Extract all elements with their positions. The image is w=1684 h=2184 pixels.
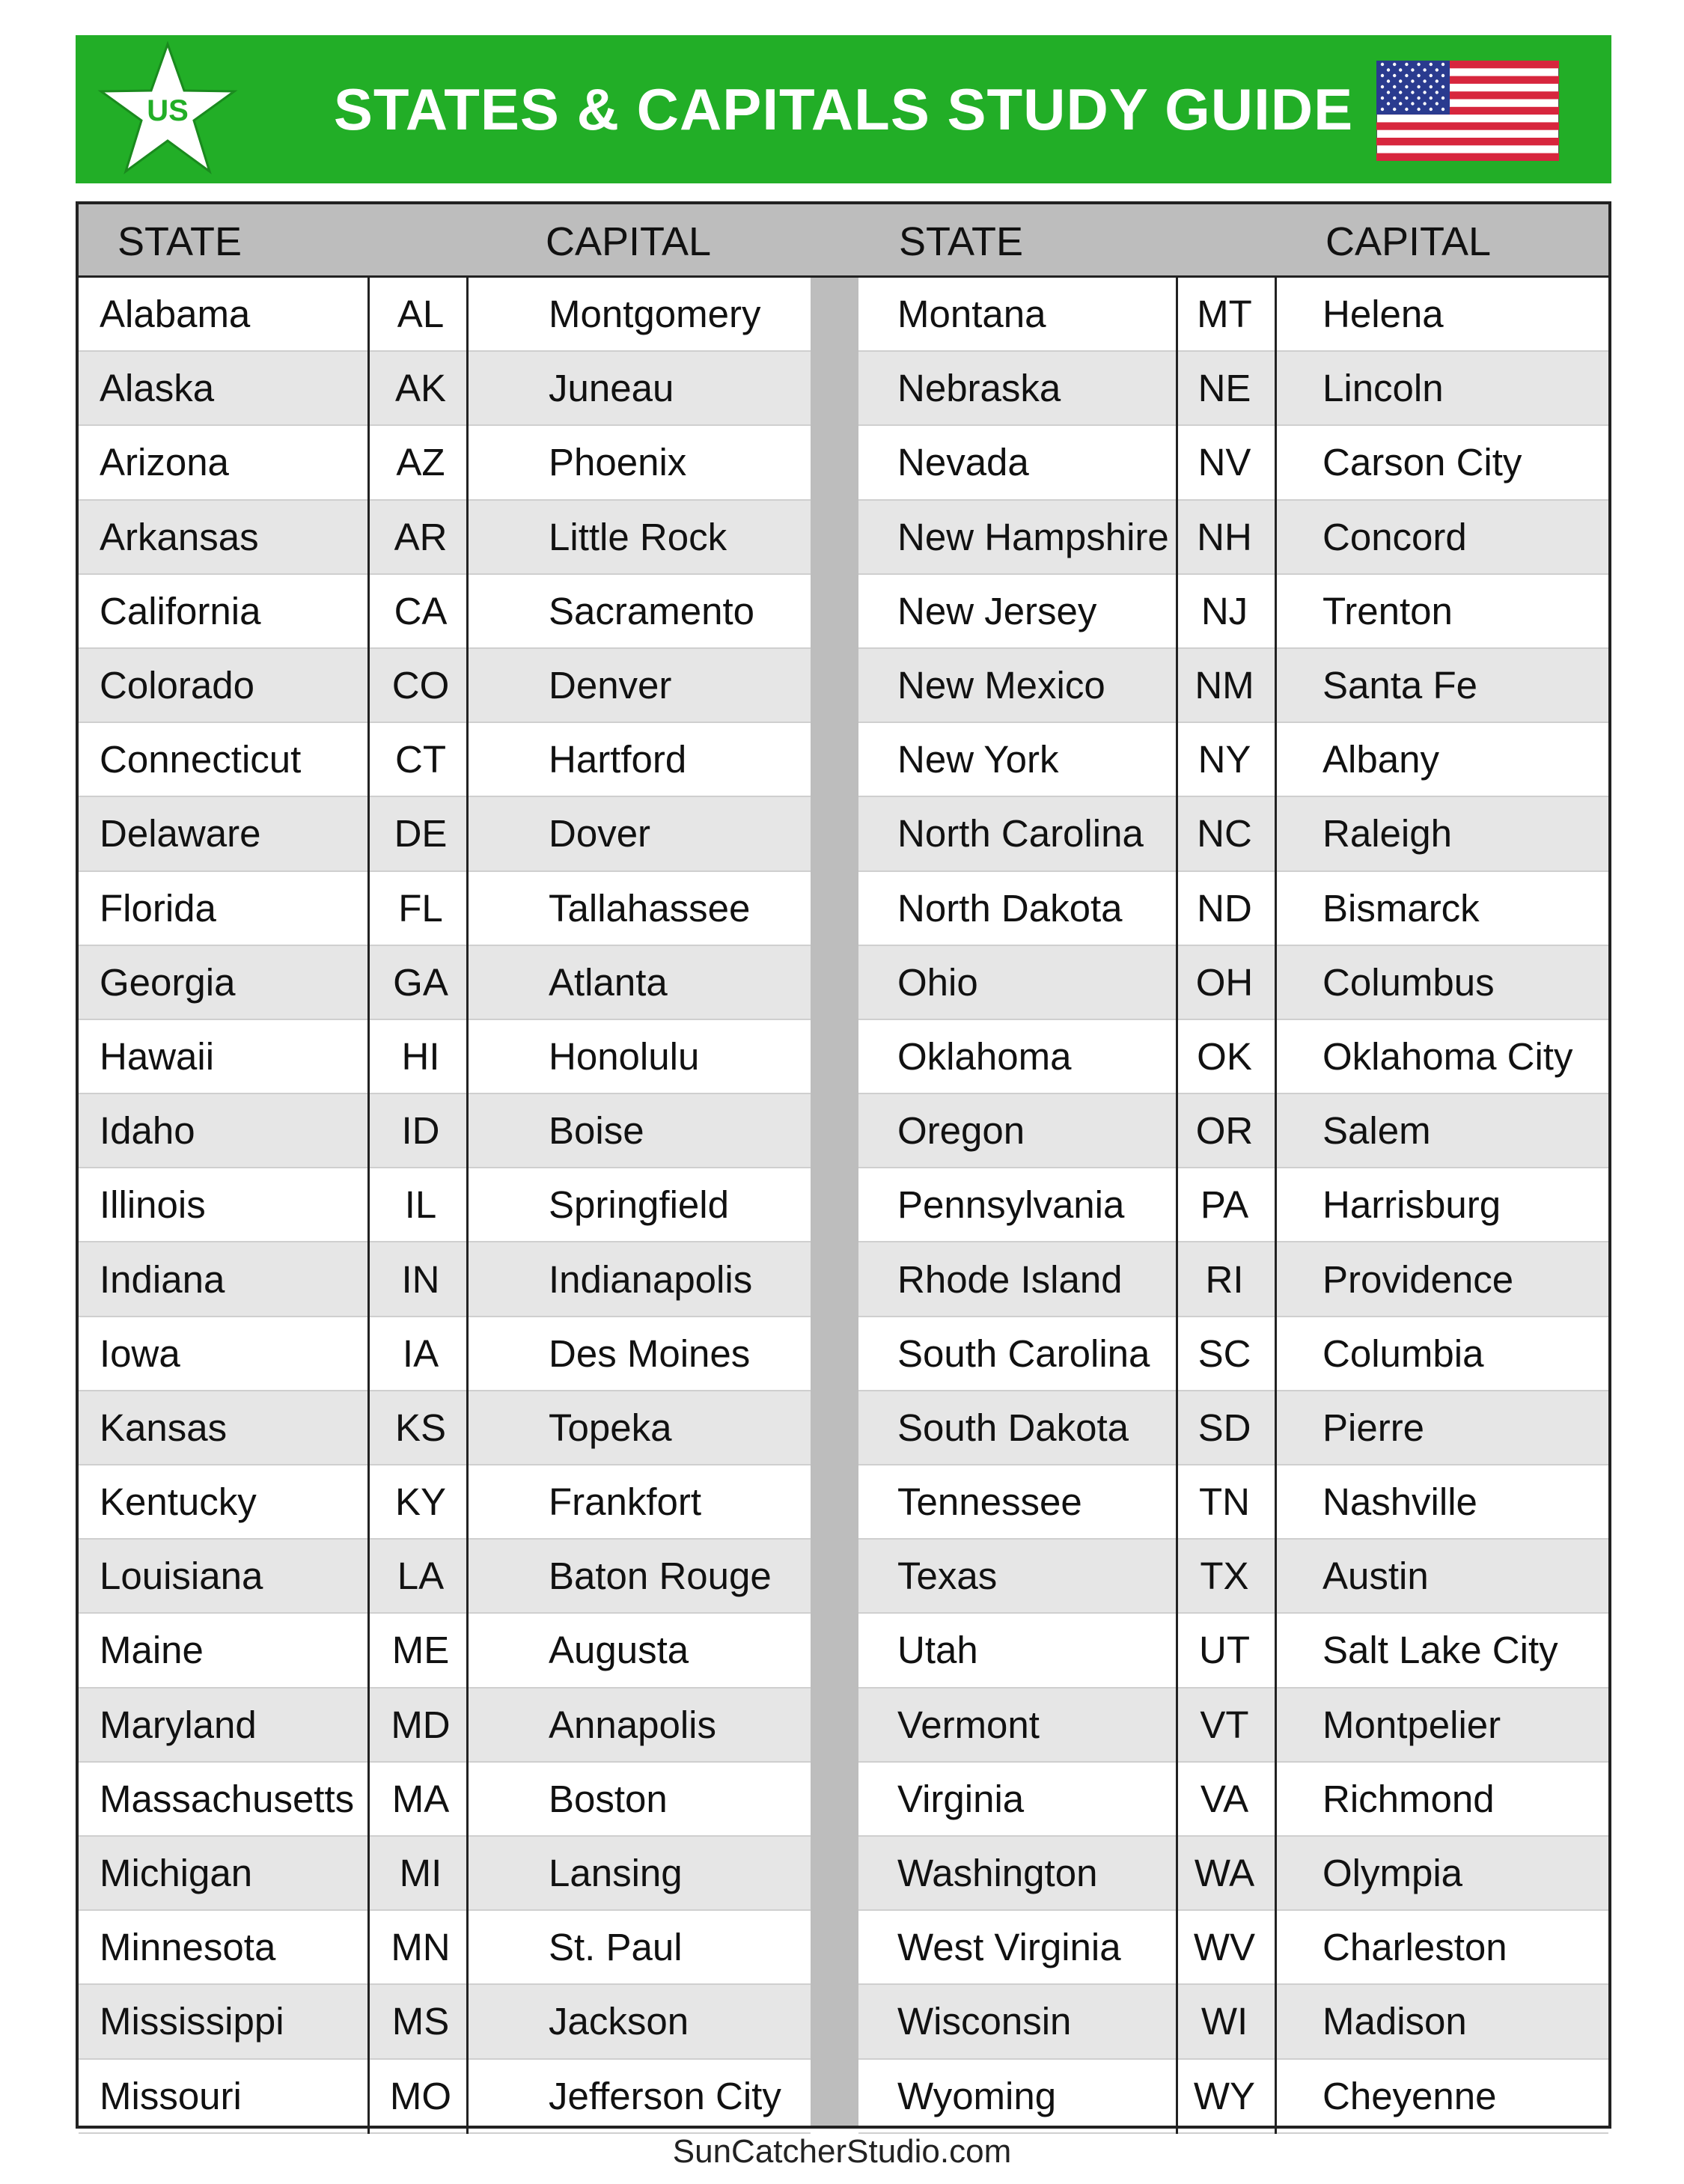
flag-star xyxy=(1442,74,1444,77)
state-cell: West Virginia xyxy=(897,1926,1121,1969)
flag-star xyxy=(1381,74,1384,77)
abbr-cell: AR xyxy=(394,515,448,558)
capital-cell: Jackson xyxy=(549,2000,689,2043)
capital-cell: Columbus xyxy=(1323,960,1495,1004)
capital-cell: Tallahassee xyxy=(549,886,751,930)
abbr-cell: WI xyxy=(1201,2000,1248,2043)
state-cell: Oklahoma xyxy=(897,1034,1072,1078)
state-cell: Ohio xyxy=(897,960,978,1004)
state-cell: Alaska xyxy=(100,367,215,410)
table-row xyxy=(858,797,1608,871)
abbr-cell: MI xyxy=(399,1852,442,1895)
table-row xyxy=(858,1242,1608,1317)
state-cell: North Carolina xyxy=(897,812,1144,855)
flag-star xyxy=(1399,91,1402,94)
abbr-cell: KS xyxy=(394,1406,447,1449)
abbr-cell: IA xyxy=(402,1332,439,1375)
flag-star xyxy=(1423,68,1426,71)
capital-cell: Trenton xyxy=(1323,589,1453,632)
capital-cell: Montpelier xyxy=(1323,1703,1501,1746)
flag-star xyxy=(1423,91,1426,94)
capital-cell: Hartford xyxy=(549,738,687,781)
abbr-cell: RI xyxy=(1205,1257,1244,1301)
table-row xyxy=(79,575,811,649)
column-rule xyxy=(1176,278,1178,2134)
capital-cell: Bismarck xyxy=(1323,886,1480,930)
table-row xyxy=(79,352,811,426)
capital-cell: Madison xyxy=(1323,2000,1467,2043)
capital-cell: Lansing xyxy=(549,1852,683,1895)
capital-cell: Lincoln xyxy=(1323,367,1444,410)
abbr-cell: WY xyxy=(1193,2074,1256,2117)
abbr-cell: MS xyxy=(391,2000,450,2043)
column-rule xyxy=(367,278,370,2134)
table-row xyxy=(858,1391,1608,1465)
state-cell: South Carolina xyxy=(897,1332,1150,1375)
table-row xyxy=(858,501,1608,575)
abbr-cell: KY xyxy=(394,1480,447,1524)
capital-cell: Providence xyxy=(1323,1257,1514,1301)
state-cell: South Dakota xyxy=(897,1406,1129,1449)
state-cell: Georgia xyxy=(100,960,236,1004)
table-row xyxy=(79,1837,811,1911)
abbr-cell: VA xyxy=(1200,1777,1249,1820)
us-flag-icon xyxy=(1376,61,1559,161)
table-row xyxy=(858,649,1608,723)
capital-cell: Raleigh xyxy=(1323,812,1452,855)
flag-star xyxy=(1436,68,1439,71)
table-row xyxy=(858,1168,1608,1242)
state-cell: Missouri xyxy=(100,2074,242,2117)
capital-cell: Austin xyxy=(1323,1555,1429,1598)
state-cell: Washington xyxy=(897,1852,1098,1895)
flag-star xyxy=(1417,63,1420,66)
table-row xyxy=(79,1763,811,1837)
capital-cell: Annapolis xyxy=(549,1703,716,1746)
abbr-cell: DE xyxy=(394,812,448,855)
flag-star xyxy=(1399,102,1402,105)
capital-cell: Topeka xyxy=(549,1406,672,1449)
state-cell: Illinois xyxy=(100,1183,206,1227)
flag-star xyxy=(1442,108,1444,111)
flag-star xyxy=(1405,74,1408,77)
table-row xyxy=(79,1242,811,1317)
capital-cell: Jefferson City xyxy=(549,2074,781,2117)
abbr-cell: IL xyxy=(404,1183,437,1227)
table-row xyxy=(79,1985,811,2059)
flag-star xyxy=(1417,85,1420,88)
table-row xyxy=(858,352,1608,426)
abbr-cell: MA xyxy=(391,1777,450,1820)
capital-cell: Des Moines xyxy=(549,1332,751,1375)
flag-star xyxy=(1387,91,1390,94)
state-cell: Minnesota xyxy=(100,1926,276,1969)
state-cell: Alabama xyxy=(100,293,251,336)
state-cell: Vermont xyxy=(897,1703,1040,1746)
flag-star xyxy=(1411,68,1414,71)
state-cell: Colorado xyxy=(100,664,254,707)
capital-cell: Baton Rouge xyxy=(549,1555,772,1598)
badge-text: US xyxy=(147,94,189,127)
state-cell: New York xyxy=(897,738,1059,781)
header-capital-right: CAPITAL xyxy=(1325,219,1492,264)
flag-star xyxy=(1411,91,1414,94)
capital-cell: Charleston xyxy=(1323,1926,1507,1969)
table-row xyxy=(858,946,1608,1020)
flag-star xyxy=(1393,74,1396,77)
flag-star xyxy=(1430,74,1433,77)
table-row xyxy=(79,1317,811,1391)
table-row xyxy=(858,872,1608,946)
abbr-cell: TN xyxy=(1199,1480,1250,1524)
header-capital-left: CAPITAL xyxy=(546,219,712,264)
flag-star xyxy=(1405,85,1408,88)
state-cell: California xyxy=(100,589,261,632)
capital-cell: Santa Fe xyxy=(1323,664,1477,707)
states-table xyxy=(76,201,1611,2129)
state-cell: Arizona xyxy=(100,441,229,484)
capital-cell: Nashville xyxy=(1323,1480,1477,1524)
table-row xyxy=(79,1094,811,1168)
state-cell: Arkansas xyxy=(100,515,259,558)
abbr-cell: CT xyxy=(395,738,446,781)
abbr-cell: TX xyxy=(1200,1555,1249,1598)
table-row xyxy=(79,872,811,946)
state-cell: Virginia xyxy=(897,1777,1025,1820)
flag-star xyxy=(1399,68,1402,71)
capital-cell: Phoenix xyxy=(549,441,687,484)
capital-cell: Boston xyxy=(549,1777,668,1820)
flag-star xyxy=(1442,63,1444,66)
abbr-cell: CA xyxy=(394,589,448,632)
flag-star xyxy=(1387,79,1390,82)
capital-cell: Cheyenne xyxy=(1323,2074,1497,2117)
header-state-right: STATE xyxy=(899,219,1024,264)
abbr-cell: MO xyxy=(389,2074,452,2117)
flag-star xyxy=(1442,97,1444,100)
abbr-cell: NY xyxy=(1198,738,1251,781)
abbr-cell: MT xyxy=(1197,293,1252,336)
flag-star xyxy=(1417,97,1420,100)
right-column-group xyxy=(858,278,1608,2134)
header-state-left: STATE xyxy=(118,219,242,264)
abbr-cell: WV xyxy=(1193,1926,1256,1969)
abbr-cell: MD xyxy=(391,1703,451,1746)
state-cell: Indiana xyxy=(100,1257,225,1301)
capital-cell: Richmond xyxy=(1323,1777,1495,1820)
table-row xyxy=(858,1540,1608,1614)
state-cell: Connecticut xyxy=(100,738,302,781)
capital-cell: Augusta xyxy=(549,1629,689,1672)
flag-star xyxy=(1411,102,1414,105)
abbr-cell: NH xyxy=(1197,515,1252,558)
capital-cell: Albany xyxy=(1323,738,1439,781)
abbr-cell: AK xyxy=(394,367,447,410)
abbr-cell: AL xyxy=(397,293,445,336)
flag-star xyxy=(1381,85,1384,88)
table-row xyxy=(79,946,811,1020)
state-cell: North Dakota xyxy=(897,886,1123,930)
capital-cell: Indianapolis xyxy=(549,1257,753,1301)
state-cell: New Mexico xyxy=(897,664,1105,707)
state-cell: Wyoming xyxy=(897,2074,1057,2117)
table-row xyxy=(79,1614,811,1688)
state-cell: Louisiana xyxy=(100,1555,263,1598)
table-row xyxy=(79,2060,811,2134)
flag-star xyxy=(1405,97,1408,100)
left-column-group xyxy=(79,278,811,2134)
abbr-cell: NV xyxy=(1198,441,1251,484)
capital-cell: St. Paul xyxy=(549,1926,683,1969)
abbr-cell: SD xyxy=(1198,1406,1251,1449)
flag-star xyxy=(1381,97,1384,100)
table-row xyxy=(79,1020,811,1094)
table-row xyxy=(79,501,811,575)
state-cell: Pennsylvania xyxy=(897,1183,1125,1227)
state-cell: Kansas xyxy=(100,1406,228,1449)
table-row xyxy=(858,1837,1608,1911)
capital-cell: Concord xyxy=(1323,515,1467,558)
capital-cell: Salem xyxy=(1323,1109,1431,1153)
table-row xyxy=(858,1317,1608,1391)
abbr-cell: GA xyxy=(393,960,448,1004)
state-cell: New Hampshire xyxy=(897,515,1169,558)
table-row xyxy=(79,1540,811,1614)
state-cell: Maine xyxy=(100,1629,204,1672)
flag-star xyxy=(1436,91,1439,94)
flag-star xyxy=(1393,97,1396,100)
capital-cell: Olympia xyxy=(1323,1852,1463,1895)
table-row xyxy=(858,1094,1608,1168)
table-row xyxy=(79,1689,811,1763)
state-cell: Rhode Island xyxy=(897,1257,1123,1301)
flag-star xyxy=(1423,79,1426,82)
flag-star xyxy=(1381,108,1384,111)
flag-star xyxy=(1387,102,1390,105)
abbr-cell: IN xyxy=(401,1257,440,1301)
flag-star xyxy=(1405,63,1408,66)
capital-cell: Honolulu xyxy=(549,1034,700,1078)
abbr-cell: CO xyxy=(391,664,450,707)
capital-cell: Harrisburg xyxy=(1323,1183,1501,1227)
table-row xyxy=(858,1763,1608,1837)
abbr-cell: NM xyxy=(1195,664,1254,707)
page-title: STATES & CAPITALS STUDY GUIDE xyxy=(333,76,1354,142)
flag-star xyxy=(1399,79,1402,82)
table-row xyxy=(79,1465,811,1540)
flag-star xyxy=(1423,102,1426,105)
flag-star xyxy=(1442,85,1444,88)
abbr-cell: LA xyxy=(397,1555,445,1598)
abbr-cell: SC xyxy=(1198,1332,1251,1375)
table-header xyxy=(79,204,1608,278)
capital-cell: Dover xyxy=(549,812,651,855)
table-row xyxy=(79,1168,811,1242)
table-row xyxy=(79,723,811,797)
state-cell: Hawaii xyxy=(100,1034,215,1078)
abbr-cell: FL xyxy=(398,886,443,930)
table-row xyxy=(79,1391,811,1465)
capital-cell: Helena xyxy=(1323,293,1444,336)
table-row xyxy=(79,426,811,500)
state-cell: Nevada xyxy=(897,441,1029,484)
state-cell: Montana xyxy=(897,293,1046,336)
state-cell: Texas xyxy=(897,1555,998,1598)
abbr-cell: NE xyxy=(1198,367,1251,410)
state-cell: Utah xyxy=(897,1629,978,1672)
state-cell: Tennessee xyxy=(897,1480,1082,1524)
flag-star xyxy=(1430,108,1433,111)
state-cell: Idaho xyxy=(100,1109,195,1153)
flag-star xyxy=(1417,74,1420,77)
state-cell: Wisconsin xyxy=(897,2000,1072,2043)
abbr-cell: OH xyxy=(1195,960,1254,1004)
abbr-cell: AZ xyxy=(396,441,445,484)
state-cell: Michigan xyxy=(100,1852,253,1895)
flag-star xyxy=(1436,102,1439,105)
state-cell: Mississippi xyxy=(100,2000,284,2043)
flag-star xyxy=(1430,97,1433,100)
flag-star xyxy=(1381,63,1384,66)
abbr-cell: PA xyxy=(1200,1183,1249,1227)
table-row xyxy=(79,278,811,352)
table-row xyxy=(858,1020,1608,1094)
state-cell: New Jersey xyxy=(897,589,1097,632)
abbr-cell: HI xyxy=(401,1034,440,1078)
abbr-cell: UT xyxy=(1199,1629,1250,1672)
capital-cell: Salt Lake City xyxy=(1323,1629,1558,1672)
abbr-cell: WA xyxy=(1194,1852,1255,1895)
table-row xyxy=(858,426,1608,500)
table-row xyxy=(79,797,811,871)
table-row xyxy=(858,723,1608,797)
flag-star xyxy=(1430,63,1433,66)
table-row xyxy=(858,2060,1608,2134)
flag-star xyxy=(1387,68,1390,71)
table-row xyxy=(79,649,811,723)
table-row xyxy=(858,278,1608,352)
abbr-cell: OR xyxy=(1195,1109,1254,1153)
table-row xyxy=(858,1614,1608,1688)
table-row xyxy=(858,1911,1608,1985)
abbr-cell: MN xyxy=(391,1926,451,1969)
capital-cell: Sacramento xyxy=(549,589,754,632)
table-row xyxy=(858,575,1608,649)
abbr-cell: OK xyxy=(1197,1034,1252,1078)
flag-star xyxy=(1393,63,1396,66)
abbr-cell: NJ xyxy=(1201,589,1248,632)
state-cell: Florida xyxy=(100,886,216,930)
capital-cell: Frankfort xyxy=(549,1480,702,1524)
abbr-cell: NC xyxy=(1197,812,1252,855)
column-divider xyxy=(811,278,858,2126)
state-cell: Iowa xyxy=(100,1332,180,1375)
footer-credit: SunCatcherStudio.com xyxy=(672,2133,1012,2170)
capital-cell: Springfield xyxy=(549,1183,729,1227)
state-cell: Massachusetts xyxy=(100,1777,355,1820)
capital-cell: Little Rock xyxy=(549,515,727,558)
flag-star xyxy=(1405,108,1408,111)
table-row xyxy=(858,1465,1608,1540)
capital-cell: Atlanta xyxy=(549,960,668,1004)
capital-cell: Montgomery xyxy=(549,293,761,336)
table-row xyxy=(79,1911,811,1985)
column-rule xyxy=(466,278,469,2134)
state-cell: Kentucky xyxy=(100,1480,257,1524)
abbr-cell: ND xyxy=(1197,886,1252,930)
table-row xyxy=(858,1689,1608,1763)
state-cell: Oregon xyxy=(897,1109,1025,1153)
flag-star xyxy=(1393,108,1396,111)
capital-cell: Denver xyxy=(549,664,672,707)
capital-cell: Pierre xyxy=(1323,1406,1425,1449)
flag-star xyxy=(1436,79,1439,82)
flag-star xyxy=(1411,79,1414,82)
capital-cell: Boise xyxy=(549,1109,644,1153)
abbr-cell: ME xyxy=(391,1629,450,1672)
abbr-cell: ID xyxy=(401,1109,440,1153)
state-cell: Delaware xyxy=(100,812,261,855)
state-cell: Nebraska xyxy=(897,367,1061,410)
capital-cell: Juneau xyxy=(549,367,674,410)
state-cell: Maryland xyxy=(100,1703,257,1746)
capital-cell: Columbia xyxy=(1323,1332,1484,1375)
flag-star xyxy=(1393,85,1396,88)
capital-cell: Carson City xyxy=(1323,441,1522,484)
column-rule xyxy=(1275,278,1277,2134)
abbr-cell: VT xyxy=(1200,1703,1249,1746)
capital-cell: Oklahoma City xyxy=(1323,1034,1573,1078)
flag-star xyxy=(1417,108,1420,111)
title-banner xyxy=(76,35,1611,183)
table-row xyxy=(858,1985,1608,2059)
flag-star xyxy=(1430,85,1433,88)
